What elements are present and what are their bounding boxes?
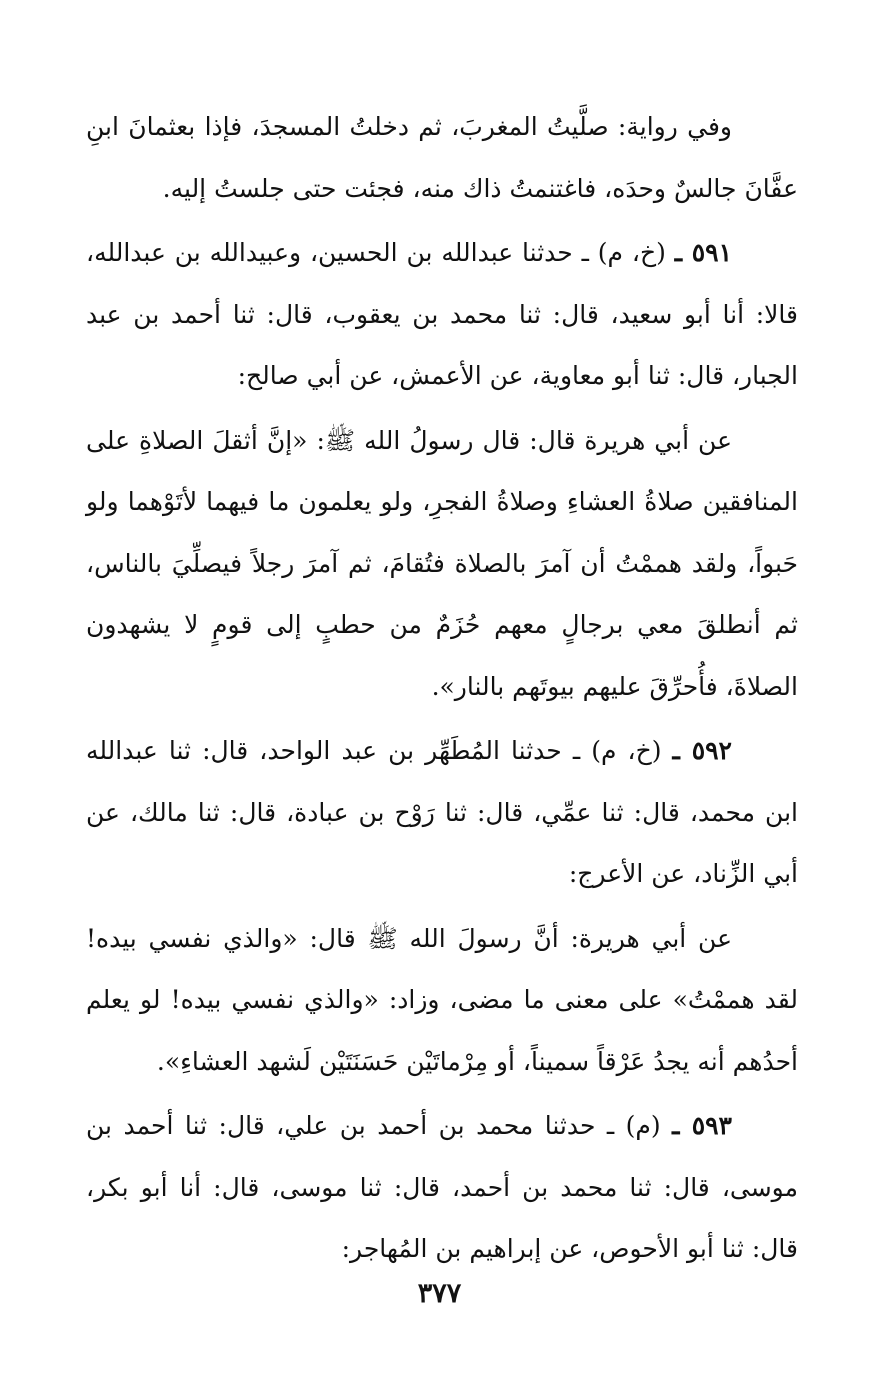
paragraph-text: وفي رواية: صلَّيتُ المغربَ، ثم دخلتُ المسجدَ، فإذا بعثمانَ ابنِ عفَّانَ جالسٌ وحدَه، فاغتنمتُ ذاك منه، فجئت حتى جلستُ إليه.: [86, 112, 798, 203]
hadith-isnad: (خ، م) ـ حدثنا عبدالله بن الحسين، وعبيدالله بن عبدالله، قالا: أنا أبو سعيد، قال: ثنا محمد بن يعقوب، قال: ثنا أحمد بن عبد الجبار، قال: ثنا أبو معاوية، عن الأعمش، عن أبي صالح:: [86, 238, 798, 390]
hadith-matn: عن أبي هريرة قال: قال رسولُ الله ﷺ: «إنَّ أثقلَ الصلاةِ على المنافقين صلاةُ العشاءِ وصلاةُ الفجرِ، ولو يعلمون ما فيهما لأتَوْهما ولو حَبواً، ولقد هممْتُ أن آمرَ بالصلاة فتُقامَ، ثم آمرَ رجلاً فيصلِّيَ بالناس، ثم أنطلقَ معي برجالٍ معهم حُزَمٌ من حطبٍ إلى قومٍ لا يشهدون الصلاةَ، فأُحرِّقَ عليهم بيوتَهم بالنار».: [86, 425, 798, 701]
hadith-591: [86, 222, 798, 407]
hadith-isnad: (خ، م) ـ حدثنا المُطَهِّر بن عبد الواحد، قال: ثنا عبدالله ابن محمد، قال: ثنا عمِّي، قال: ثنا رَوْح بن عبادة، قال: ثنا مالك، عن أبي الزِّناد، عن الأعرج:: [86, 736, 798, 888]
hadith-592: [86, 720, 798, 905]
hadith-591-matn: [86, 410, 798, 718]
hadith-number: ٥٩١ ـ: [674, 238, 733, 267]
paragraph-riwaya: [86, 96, 798, 219]
page-text: [86, 96, 798, 1280]
hadith-number: ٥٩٢ ـ: [672, 736, 732, 765]
hadith-matn: عن أبي هريرة: أنَّ رسولَ الله ﷺ قال: «والذي نفسي بيده! لقد هممْتُ» على معنى ما مضى، وزاد: «والذي نفسي بيده! لو يعلم أحدُهم أنه يجدُ عَرْقاً سميناً، أو مِرْماتَيْن حَسَنَتَيْن لَشهد العشاءِ».: [86, 923, 798, 1076]
hadith-592-matn: [86, 908, 798, 1093]
hadith-number: ٥٩٣ ـ: [672, 1111, 732, 1140]
page-number: ٣٧٧: [417, 1278, 462, 1309]
hadith-593: [86, 1095, 798, 1280]
hadith-isnad: (م) ـ حدثنا محمد بن أحمد بن علي، قال: ثنا أحمد بن موسى، قال: ثنا محمد بن أحمد، قال: ثنا موسى، قال: أنا أبو بكر، قال: ثنا أبو الأحوص، عن إبراهيم بن المُهاجر:: [86, 1111, 798, 1263]
